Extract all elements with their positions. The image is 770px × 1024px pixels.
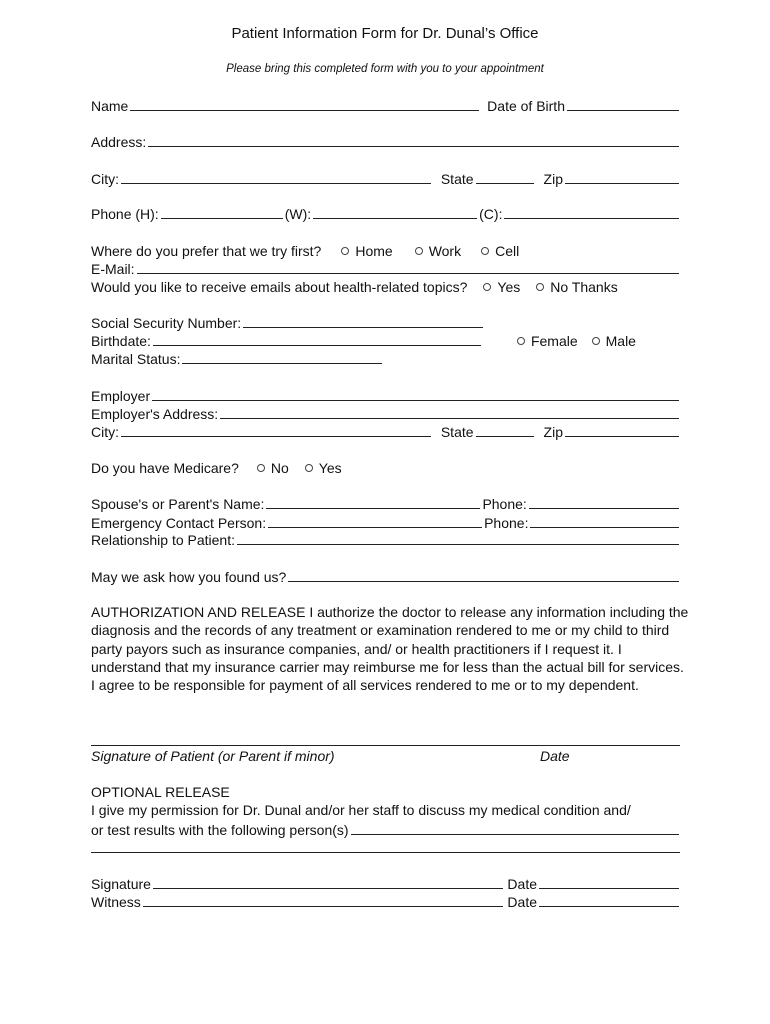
state2-label: State	[440, 424, 474, 440]
prefer-row	[91, 240, 681, 259]
radio-circle-icon	[341, 247, 349, 255]
relationship-label: Relationship to Patient:	[91, 532, 235, 548]
zip-field[interactable]	[565, 183, 679, 184]
city2-field[interactable]	[121, 436, 431, 437]
radio-female-label: Female	[530, 333, 578, 349]
radio-emails-yes[interactable]	[483, 279, 520, 295]
ssn-label: Social Security Number:	[91, 315, 242, 331]
city2-label: City:	[91, 424, 119, 440]
found-label: May we ask how you found us?	[91, 569, 287, 585]
radio-home[interactable]	[341, 243, 392, 259]
phone2-field[interactable]	[530, 527, 679, 528]
radio-emails-no[interactable]	[536, 279, 617, 295]
phone1-label: Phone:	[482, 496, 527, 512]
employer-field[interactable]	[152, 400, 679, 401]
employer-row	[91, 385, 681, 404]
spouse-field[interactable]	[266, 508, 480, 509]
medicare-row	[91, 457, 681, 476]
gender-options	[517, 333, 636, 349]
emails-q-row	[91, 276, 681, 295]
radio-work[interactable]	[415, 243, 461, 259]
name-row	[91, 95, 681, 114]
form-title: Patient Information Form for Dr. Dunal’s Office	[231, 25, 539, 42]
radio-cell-label: Cell	[495, 243, 520, 259]
city-row	[91, 168, 681, 187]
phone2-label: Phone:	[484, 515, 529, 531]
radio-circle-icon	[592, 337, 600, 345]
emails-q-label: Would you like to receive emails about health-related topics?	[91, 279, 468, 295]
radio-circle-icon	[481, 247, 489, 255]
phone-h-field[interactable]	[161, 218, 283, 219]
phone-h-label: Phone (H):	[91, 206, 159, 222]
witness-field[interactable]	[143, 906, 504, 907]
email-row	[91, 258, 681, 277]
marital-label: Marital Status:	[91, 351, 181, 367]
radio-male[interactable]	[592, 333, 636, 349]
prefer-options	[341, 243, 519, 259]
radio-male-label: Male	[605, 333, 636, 349]
date2-field[interactable]	[539, 906, 679, 907]
emergency-label: Emergency Contact Person:	[91, 515, 267, 531]
medicare-options	[257, 460, 342, 476]
zip2-field[interactable]	[565, 436, 679, 437]
address-field[interactable]	[148, 146, 679, 147]
phone-w-field[interactable]	[313, 218, 477, 219]
radio-home-label: Home	[355, 243, 393, 259]
medicare-label: Do you have Medicare?	[91, 460, 239, 476]
patient-date-label: Date	[540, 748, 570, 764]
patient-signature-label: Signature of Patient (or Parent if minor)	[91, 748, 335, 764]
phone-w-label: (W):	[284, 206, 312, 222]
phone1-field[interactable]	[529, 508, 679, 509]
found-row	[91, 566, 681, 585]
date2-label: Date	[507, 894, 537, 910]
state-label: State	[440, 171, 474, 187]
phone-row	[91, 203, 681, 222]
name-label: Name	[91, 98, 129, 114]
marital-field[interactable]	[182, 363, 382, 364]
optional-persons-row	[91, 819, 681, 838]
optional-persons-field[interactable]	[351, 834, 679, 835]
employer-address-row	[91, 403, 681, 422]
emails-options	[483, 279, 617, 295]
spouse-label: Spouse's or Parent's Name:	[91, 496, 265, 512]
radio-circle-icon	[483, 283, 491, 291]
dob-label: Date of Birth	[487, 98, 565, 114]
found-field[interactable]	[288, 581, 679, 582]
address-label: Address:	[91, 134, 147, 150]
date1-label: Date	[507, 876, 537, 892]
signature-field[interactable]	[153, 888, 503, 889]
prefer-label: Where do you prefer that we try first?	[91, 243, 322, 259]
employer-label: Employer	[91, 388, 151, 404]
birthdate-label: Birthdate:	[91, 333, 151, 349]
optional-heading: OPTIONAL RELEASE	[91, 784, 230, 800]
authorization-text: AUTHORIZATION AND RELEASE I authorize the doctor to release any information including the diagnosis and the records of any treatment or examination rendered to me or my child to third party payors such as insurance companies, and/ or health practitioners if I request it. I understand that my insurance carrier may reimburse me for less than the actual bill for services. I agree to be responsible for payment of all services rendered to me or to my dependent.	[91, 604, 689, 694]
state2-field[interactable]	[476, 436, 534, 437]
ssn-row	[91, 312, 681, 331]
signature-label: Signature	[91, 876, 151, 892]
city-field[interactable]	[121, 183, 431, 184]
zip-label: Zip	[543, 171, 563, 187]
radio-medicare-yes[interactable]	[305, 460, 342, 476]
radio-medicare-yes-label: Yes	[318, 460, 342, 476]
spouse-row	[91, 493, 681, 512]
dob-field[interactable]	[567, 110, 679, 111]
radio-emails-no-label: No Thanks	[550, 279, 618, 295]
employer-address-label: Employer's Address:	[91, 406, 219, 422]
radio-work-label: Work	[428, 243, 462, 259]
radio-medicare-no-label: No	[270, 460, 289, 476]
state-field[interactable]	[476, 183, 534, 184]
relationship-row	[91, 529, 681, 548]
form-subtitle: Please bring this completed form with you to your appointment	[226, 63, 544, 75]
radio-circle-icon	[257, 464, 265, 472]
radio-emails-yes-label: Yes	[497, 279, 521, 295]
radio-circle-icon	[517, 337, 525, 345]
radio-circle-icon	[305, 464, 313, 472]
optional-persons-label: or test results with the following person(s)	[91, 822, 349, 838]
date1-field[interactable]	[539, 888, 679, 889]
email-field[interactable]	[137, 273, 679, 274]
name-field[interactable]	[130, 110, 479, 111]
email-label: E-Mail:	[91, 261, 135, 277]
ssn-field[interactable]	[243, 327, 483, 328]
marital-row	[91, 348, 681, 367]
birthdate-row	[91, 330, 681, 349]
birthdate-field[interactable]	[153, 345, 481, 346]
city-label: City:	[91, 171, 119, 187]
phone-c-label: (C):	[479, 206, 503, 222]
city2-row	[91, 421, 681, 440]
zip2-label: Zip	[543, 424, 563, 440]
employer-address-field[interactable]	[220, 418, 679, 419]
patient-signature-line[interactable]	[91, 745, 680, 746]
emergency-field[interactable]	[268, 527, 482, 528]
address-row	[91, 131, 681, 150]
radio-medicare-no[interactable]	[257, 460, 289, 476]
radio-female[interactable]	[517, 333, 578, 349]
signature-row	[91, 873, 681, 892]
phone-c-field[interactable]	[504, 218, 679, 219]
optional-persons-field-2[interactable]	[91, 852, 680, 853]
radio-cell[interactable]	[481, 243, 519, 259]
witness-label: Witness	[91, 894, 141, 910]
relationship-field[interactable]	[237, 544, 679, 545]
witness-row	[91, 891, 681, 910]
optional-text: I give my permission for Dr. Dunal and/or her staff to discuss my medical condition and/	[91, 802, 631, 818]
radio-circle-icon	[415, 247, 423, 255]
radio-circle-icon	[536, 283, 544, 291]
